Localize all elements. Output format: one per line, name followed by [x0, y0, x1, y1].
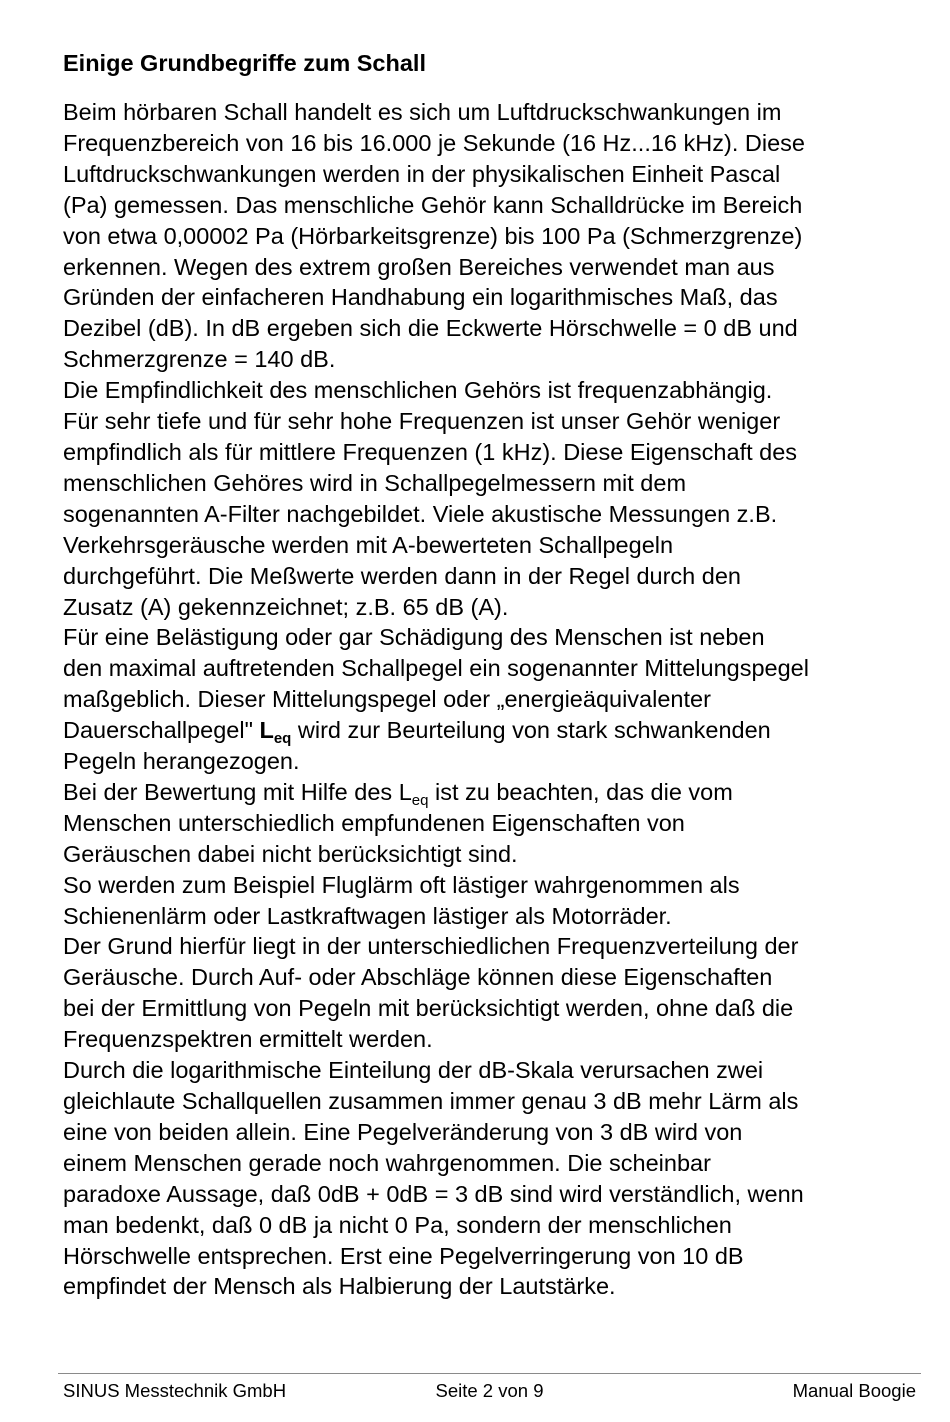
text-line: Pegeln herangezogen. — [63, 748, 300, 775]
text-line: paradoxe Aussage, daß 0dB + 0dB = 3 dB sind wird verständlich, wenn — [63, 1180, 804, 1207]
text-line: Die Empfindlichkeit des menschlichen Gehörs ist frequenzabhängig. — [63, 377, 773, 404]
text-line: (Pa) gemessen. Das menschliche Gehör kann Schalldrücke im Bereich — [63, 191, 803, 218]
text-line: Frequenzspektren ermittelt werden. — [63, 1026, 433, 1053]
text-line: erkennen. Wegen des extrem großen Bereiches verwendet man aus — [63, 253, 775, 280]
text-line: bei der Ermittlung von Pegeln mit berücksichtigt werden, ohne daß die — [63, 995, 794, 1022]
text-line: gleichlaute Schallquellen zusammen immer genau 3 dB mehr Lärm als — [63, 1088, 799, 1114]
text-line: eine von beiden allein. Eine Pegelveränderung von 3 dB wird von — [63, 1118, 743, 1145]
text-line: Gründen der einfacheren Handhabung ein logarithmisches Maß, das — [63, 284, 778, 311]
text-segment: Dauerschallpegel" — [63, 717, 260, 744]
text-line: Frequenzbereich von 16 bis 16.000 je Sekunde (16 Hz...16 kHz). Diese — [63, 129, 805, 156]
leq-letter: L — [259, 717, 274, 744]
text-line: Zusatz (A) gekennzeichnet; z.B. 65 dB (A). — [63, 593, 509, 620]
text-line: empfindet der Mensch als Halbierung der Lautstärke. — [63, 1273, 616, 1300]
section-title: Einige Grundbegriffe zum Schall — [63, 50, 426, 76]
text-segment: wird zur Beurteilung von stark schwankenden — [291, 717, 771, 744]
page-footer — [63, 1379, 916, 1403]
footer-company: SINUS Messtechnik GmbH — [63, 1380, 287, 1401]
leq-symbol — [259, 717, 292, 748]
leq-letter: L — [398, 778, 412, 805]
text-line: Verkehrsgeräusche werden mit A-bewerteten Schallpegeln — [63, 531, 674, 558]
text-line: empfindlich als für mittlere Frequenzen (1 kHz). Diese Eigenschaft des — [63, 438, 798, 465]
text-line: Geräuschen dabei nicht berücksichtigt sind. — [63, 840, 518, 867]
text-line-leq — [63, 777, 923, 808]
text-line: Dezibel (dB). In dB ergeben sich die Eckwerte Hörschwelle = 0 dB und — [63, 315, 798, 342]
text-line: Der Grund hierfür liegt in der unterschiedlichen Frequenzverteilung der — [63, 933, 799, 960]
text-line: Für eine Belästigung oder gar Schädigung des Menschen ist neben — [63, 624, 765, 651]
text-line-leq — [63, 715, 923, 746]
footer-page-number: Seite 2 von 9 — [435, 1380, 544, 1401]
text-line: Hörschwelle entsprechen. Erst eine Pegelverringerung von 10 dB — [63, 1242, 744, 1269]
text-segment: Bei der Bewertung mit Hilfe des — [63, 778, 399, 805]
text-line: Beim hörbaren Schall handelt es sich um Luftdruckschwankungen im — [63, 99, 782, 125]
text-line: Luftdruckschwankungen werden in der physikalischen Einheit Pascal — [63, 160, 781, 187]
text-segment: ist zu beachten, das die vom — [428, 778, 733, 805]
text-line: man bedenkt, daß 0 dB ja nicht 0 Pa, sondern der menschlichen — [63, 1211, 732, 1238]
text-line: So werden zum Beispiel Fluglärm oft lästiger wahrgenommen als — [63, 871, 740, 898]
text-line: menschlichen Gehöres wird in Schallpegelmessern mit dem — [63, 469, 687, 496]
text-line: durchgeführt. Die Meßwerte werden dann in der Regel durch den — [63, 562, 741, 589]
text-line: den maximal auftretenden Schallpegel ein sogenannter Mittelungspegel — [63, 655, 809, 682]
leq-symbol — [398, 778, 429, 809]
text-line: Schmerzgrenze = 140 dB. — [63, 346, 336, 373]
text-line: Geräusche. Durch Auf- oder Abschläge können diese Eigenschaften — [63, 964, 773, 991]
footer-divider — [58, 1373, 921, 1374]
text-line: einem Menschen gerade noch wahrgenommen. Die scheinbar — [63, 1149, 711, 1176]
text-line: von etwa 0,00002 Pa (Hörbarkeitsgrenze) bis 100 Pa (Schmerzgrenze) — [63, 222, 803, 249]
text-line: Für sehr tiefe und für sehr hohe Frequenzen ist unser Gehör weniger — [63, 408, 781, 435]
text-line: maßgeblich. Dieser Mittelungspegel oder „energieäquivalenter — [63, 686, 711, 713]
text-line: sogenannten A-Filter nachgebildet. Viele akustische Messungen z.B. — [63, 500, 778, 527]
leq-subscript: eq — [273, 730, 292, 748]
text-line: Schienenlärm oder Lastkraftwagen lästiger als Motorräder. — [63, 902, 672, 929]
leq-subscript: eq — [411, 791, 429, 809]
text-line: Durch die logarithmische Einteilung der dB-Skala verursachen zwei — [63, 1057, 764, 1084]
text-line: Menschen unterschiedlich empfundenen Eigenschaften von — [63, 809, 685, 836]
body-text — [63, 97, 923, 1302]
footer-manual-name: Manual Boogie — [792, 1380, 916, 1401]
